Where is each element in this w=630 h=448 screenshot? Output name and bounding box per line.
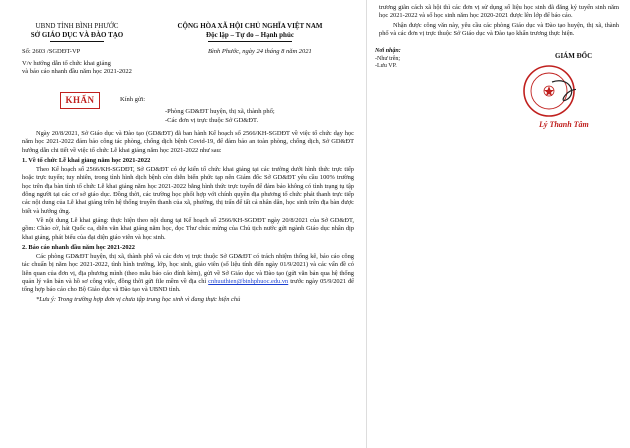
signer-name: Lý Thanh Tâm	[539, 120, 589, 129]
agency-underline	[50, 41, 104, 42]
receivers-label: Nơi nhận:	[375, 48, 401, 54]
section-heading-2: 2. Báo cáo nhanh đầu năm học 2021-2022	[22, 243, 135, 251]
agency-parent: UBND TỈNH BÌNH PHƯỚC	[35, 22, 119, 30]
closing-paragraph: Nhận được công văn này, yêu cầu các phòng Giáo dục và Đào tạo huyện, thị xã, thành phố và các đơn vị trực thuộc Sở Giáo dục và Đào tạo khẩn trương thực hiện.	[379, 21, 619, 37]
signer-title: GIÁM ĐỐC	[555, 52, 593, 60]
document-subject	[22, 60, 162, 76]
continued-paragraph: trương giãn cách xã hội thì các đơn vị sử dụng số liệu học sinh đã đăng ký tuyển sinh năm học 2021-2022 và số học sinh năm học 2020-2021 được lên lớp để báo cáo.	[379, 4, 619, 20]
intro-paragraph: Ngày 20/8/2021, Sở Giáo dục và Đào tạo (GD&ĐT) đã ban hành Kế hoạch số 2566/KH-SGDĐT về việc tổ chức dạy học năm học 2021-2022 đảm bảo công tác phòng, chống dịch bệnh Covid-19, để đảm bảo an toàn phòng, chống dịch, Sở GD&ĐT hướng dẫn chi tiết về việc tổ chức Lễ khai giảng năm học 2021-2022 như sau:	[22, 130, 354, 154]
receiver-item: -Như trên;	[375, 56, 401, 62]
document-date: Bình Phước, ngày 24 tháng 8 năm 2021	[208, 48, 312, 55]
subject-line-2: và báo cáo nhanh đầu năm học 2021-2022	[22, 68, 132, 75]
motto-underline	[208, 41, 292, 42]
recipients-label: Kính gửi:	[120, 96, 146, 103]
document-page-2	[366, 0, 630, 448]
receiver-item: -Lưu VP.	[375, 63, 397, 69]
note-paragraph: *Lưu ý: Trong trường hợp đơn vị chưa tập trung học sinh vì đang thực hiện chủ	[36, 295, 241, 303]
agency-name: SỞ GIÁO DỤC VÀ ĐÀO TẠO	[30, 31, 124, 39]
recipient-item: -Phòng GD&ĐT huyện, thị xã, thành phố;	[165, 108, 275, 115]
paragraph: Về nội dung Lễ khai giảng: thực hiện theo nội dung tại Kế hoạch số 2566/KH-SGDĐT ngày 20/8/2021 của Sở GD&ĐT, gồm: Chào cờ, hát Quốc ca, diễn văn khai giảng năm học, đọc Thư chúc mừng của Chủ tịch nước gửi ngành Giáo dục nhân dịp khai giảng, phát biểu của đại diện giáo viên và học sinh.	[22, 216, 354, 241]
issuing-agency	[18, 22, 136, 42]
urgent-stamp: KHẨN	[60, 92, 100, 109]
page2-body	[379, 4, 619, 39]
nation-name: CỘNG HÒA XÃ HỘI CHỦ NGHĨA VIỆT NAM	[177, 22, 323, 30]
subject-line-1: V/v hướng dẫn tổ chức khai giảng	[22, 60, 111, 67]
recipient-item: -Các đơn vị trực thuộc Sở GD&ĐT.	[165, 117, 259, 124]
report-paragraph	[22, 253, 354, 294]
section-heading-1: 1. Về tổ chức Lễ khai giảng năm học 2021-2022	[22, 156, 151, 164]
report-text-b: trước ngày 05/9/2021 để tổng hợp báo cáo cho Bộ Giáo dục và Đào tạo và UBND tỉnh.	[22, 278, 354, 294]
document-body	[22, 130, 354, 305]
recipients-list	[165, 107, 275, 125]
report-text-a: Các phòng GD&ĐT huyện, thị xã, thành phố và các đơn vị trực thuộc Sở GD&ĐT có trách nhiệm thống kê, báo cáo công tác chuẩn bị năm học 2021-2022, tình hình trường, lớp, học sinh, giáo viên (số liệu tính đến ngày 01/9/2021) và các vấn đề có liên quan của đơn vị, địa phương mình (theo mẫu báo cáo đính kèm), gửi về Sở Giáo dục và Đào tạo (gửi văn bản qua hệ thống quản lý văn bản và hồ sơ công việc, đồng thời gửi file mềm về địa chỉ	[22, 253, 354, 286]
motto: Độc lập – Tự do – Hạnh phúc	[206, 31, 294, 39]
paragraph: Theo Kế hoạch số 2566/KH-SGDĐT, Sở GD&ĐT có dự kiến tổ chức khai giảng tại các trường dưới hình thức trực tiếp hoặc trực tuyến; tuy nhiên, trong tình hình dịch bệnh còn diễn biến phức tạp nên Giám đốc Sở GD&ĐT yêu cầu 100% trường học trên địa bàn tỉnh tổ chức Lễ khai giảng năm học 2021-2022 bằng hình thức trực tuyến để đảm bảo không có tình trạng tụ tập đông người tại các cơ sở giáo dục. Đồng thời, các trường học phối hợp với chính quyền địa phương tổ chức phát thanh trực tiếp các nội dung của Lễ khai giảng trên hệ thống truyền thanh của xã, phường, thị trấn để tất cả nhân dân, học sinh trên địa bàn được biết và hưởng ứng.	[22, 166, 354, 215]
document-number: Số: 2603 /SGDĐT-VP	[22, 48, 81, 55]
official-seal-icon	[522, 64, 576, 118]
national-motto	[150, 22, 350, 42]
email-link[interactable]: cnhuuthien@binhphuoc.edu.vn	[208, 278, 289, 286]
